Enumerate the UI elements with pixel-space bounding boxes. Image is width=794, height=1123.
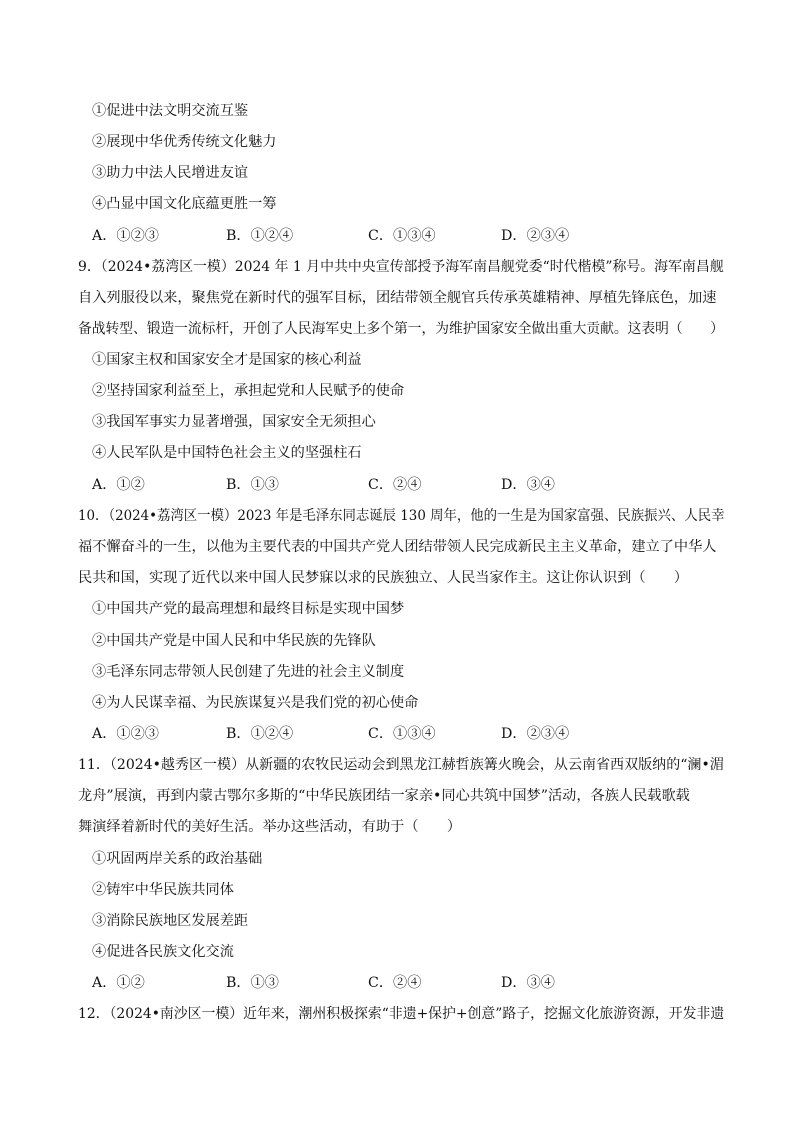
q10-stem-line-1: 10．（2024•荔湾区一模）2023 年是毛泽东同志诞辰 130 周年，他的一生是为国家富强、民族振兴、人民幸 <box>78 508 725 524</box>
q11-choice-c[interactable]: C．②④ <box>368 975 422 991</box>
q11-option-2: ②铸牢中华民族共同体 <box>92 882 234 898</box>
q9-choice-b[interactable]: B．①③ <box>226 477 279 493</box>
q11-option-3: ③消除民族地区发展差距 <box>92 913 249 929</box>
q8-choice-c[interactable]: C．①③④ <box>368 228 436 244</box>
q12-stem-line-1: 12．（2024•南沙区一模）近年来，潮州积极探索“非遗+保护+创意”路子，挖掘文化旅游资源，开发非遗 <box>78 1006 725 1022</box>
q9-choice-a[interactable]: A．①② <box>92 477 145 493</box>
q11-choice-d[interactable]: D．③④ <box>501 975 555 991</box>
q11-choice-b[interactable]: B．①③ <box>226 975 279 991</box>
q9-option-1: ①国家主权和国家安全才是国家的核心利益 <box>92 352 362 368</box>
q11-choice-a[interactable]: A．①② <box>92 975 145 991</box>
q9-choice-c[interactable]: C．②④ <box>368 477 422 493</box>
q10-option-1: ①中国共产党的最高理想和最终目标是实现中国梦 <box>92 601 405 617</box>
q9-option-4: ④人民军队是中国特色社会主义的坚强柱石 <box>92 445 362 461</box>
q10-choice-c[interactable]: C．①③④ <box>368 726 436 742</box>
q9-option-2: ②坚持国家利益至上，承担起党和人民赋予的使命 <box>92 383 405 399</box>
q9-stem-line-2: 自入列服役以来，聚焦党在新时代的强军目标，团结带领全舰官兵传承英雄精神、厚植先锋底色，加速 <box>78 290 717 306</box>
q11-option-4: ④促进各民族文化交流 <box>92 944 234 960</box>
q10-choice-d[interactable]: D．②③④ <box>501 726 570 742</box>
q10-option-3: ③毛泽东同志带领人民创建了先进的社会主义制度 <box>92 664 405 680</box>
q10-choice-b[interactable]: B．①②④ <box>226 726 294 742</box>
q9-stem-line-3: 备战转型、锻造一流标杆，开创了人民海军史上多个第一，为维护国家安全做出重大贡献。这表明（ ） <box>78 321 724 337</box>
q8-choice-d[interactable]: D．②③④ <box>501 228 570 244</box>
q10-option-4: ④为人民谋幸福、为民族谋复兴是我们党的初心使命 <box>92 695 419 711</box>
q10-choice-a[interactable]: A．①②③ <box>92 726 159 742</box>
q8-choice-b[interactable]: B．①②④ <box>226 228 294 244</box>
q8-option-2: ②展现中华优秀传统文化魅力 <box>92 134 277 150</box>
q8-option-4: ④凸显中国文化底蕴更胜一筹 <box>92 196 277 212</box>
q10-stem-line-2: 福不懈奋斗的一生，以他为主要代表的中国共产党人团结带领人民完成新民主主义革命，建立了中华人 <box>78 539 717 555</box>
q8-choice-a[interactable]: A．①②③ <box>92 228 159 244</box>
q9-stem-line-1: 9．（2024•荔湾区一模）2024 年 1 月中共中央宣传部授予海军南昌舰党委“时代楷模”称号。海军南昌舰 <box>78 259 724 275</box>
q10-stem-line-3: 民共和国，实现了近代以来中国人民梦寐以求的民族独立、人民当家作主。这让你认识到（ ） <box>78 570 689 586</box>
q9-option-3: ③我国军事实力显著增强，国家安全无须担心 <box>92 414 376 430</box>
q11-stem-line-3: 舞演绎着新时代的美好生活。举办这些活动，有助于（ ） <box>78 819 462 835</box>
q11-option-1: ①巩固两岸关系的政治基础 <box>92 851 263 867</box>
q11-stem-line-2: 龙舟”展演，再到内蒙古鄂尔多斯的“中华民族团结一家亲•同心共筑中国梦”活动，各族人民载歌载 <box>78 788 690 804</box>
q8-option-1: ①促进中法文明交流互鉴 <box>92 103 249 119</box>
q9-choice-d[interactable]: D．③④ <box>501 477 555 493</box>
q10-option-2: ②中国共产党是中国人民和中华民族的先锋队 <box>92 633 376 649</box>
q8-option-3: ③助力中法人民增进友谊 <box>92 165 249 181</box>
q11-stem-line-1: 11．（2024•越秀区一模）从新疆的农牧民运动会到黑龙江赫哲族篝火晚会，从云南省西双版纳的“澜•湄 <box>78 757 724 773</box>
